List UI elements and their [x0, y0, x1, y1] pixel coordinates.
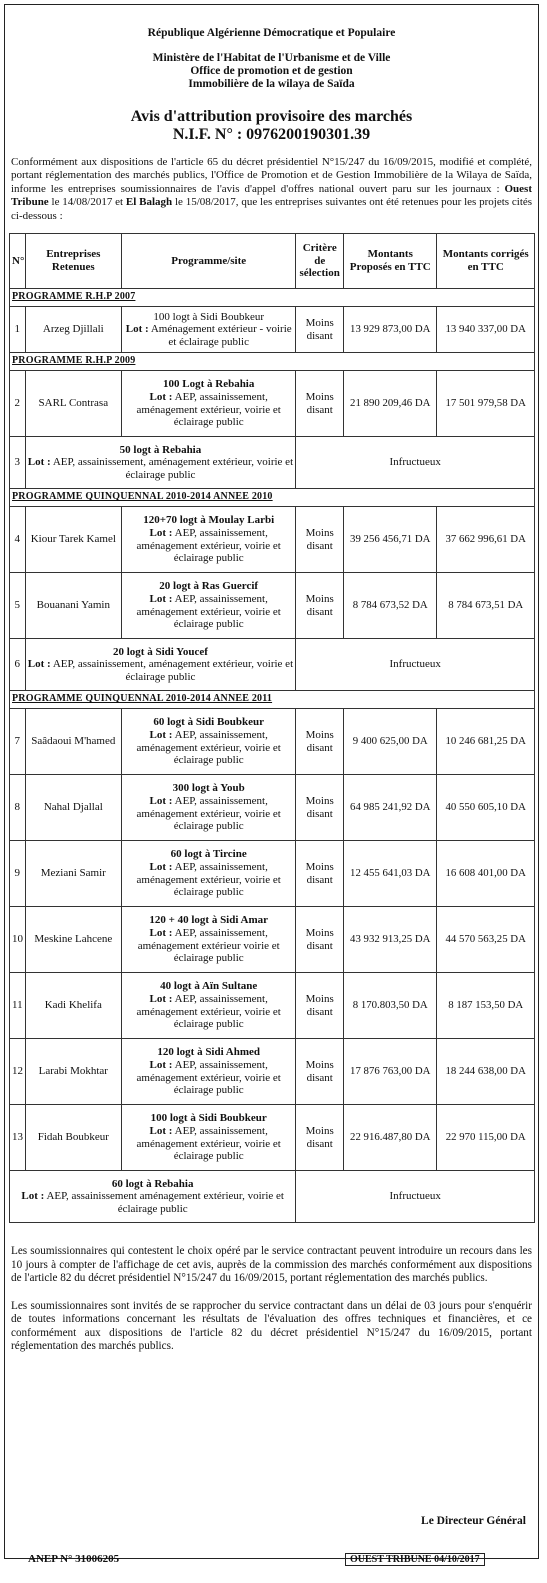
row-program	[25, 639, 296, 691]
row-proposed: 22 916.487,80 DA	[344, 1105, 437, 1171]
row-site: 50 logt à Rebahia	[119, 443, 202, 456]
info-paragraph: Les soumissionnaires sont invités de se rapprocher du service contractant dans un délai de 03 jours pour s'enquérir de toutes informations concernant les résultats de l'évaluation des offres techniques et financières, et ce conformément aux dispositions de l'article 82 du décret présidentiel N°15/247 du 16/09/2015, portant réglementation des marchés publics.	[11, 1299, 532, 1353]
section-row	[10, 289, 535, 307]
row-criteria: Moins disant	[296, 1039, 344, 1105]
row-corrected: 40 550 605,10 DA	[437, 775, 535, 841]
table-row	[10, 639, 535, 691]
row-lot: AEP, assainissement, aménagement extérieur, voirie et éclairage public	[136, 1124, 281, 1163]
col-num: N°	[10, 234, 26, 289]
row-status: Infructueux	[296, 1171, 535, 1223]
wilaya-heading: Immobilière de la wilaya de Saïda	[188, 78, 355, 90]
row-lot: AEP, assainissement, aménagement extérieur, voirie et éclairage public	[52, 456, 294, 481]
row-proposed: 39 256 456,71 DA	[344, 507, 437, 573]
row-criteria: Moins disant	[296, 841, 344, 907]
row-num: 11	[10, 973, 26, 1039]
nif-number: N.I.F. N° : 0976200190301.39	[172, 126, 371, 143]
col-company: Entreprises Retenues	[25, 234, 121, 289]
awards-table	[9, 233, 535, 1223]
table-row	[10, 775, 535, 841]
row-site: 20 logt à Sidi Youcef	[112, 645, 208, 658]
row-company: Bouanani Yamin	[25, 573, 121, 639]
row-company: Fidah Boubkeur	[25, 1105, 121, 1171]
row-site: 100 logt à Sidi Boubkeur	[153, 310, 264, 323]
section-row	[10, 353, 535, 371]
table-row	[10, 507, 535, 573]
table-row	[10, 973, 535, 1039]
row-company: SARL Contrasa	[25, 371, 121, 437]
row-program	[122, 709, 296, 775]
row-criteria: Moins disant	[296, 307, 344, 353]
row-site: 100 logt à Sidi Boubkeur	[150, 1112, 267, 1125]
intro-text-1: Conformément aux dispositions de l'article 65 du décret présidentiel N°15/247 du 16/09/2015, modifié et complété, portant réglementation des marchés publics, l'Office de Promotion et de Gestion Immobilière de la Wilaya de Saïda, informe les entreprises soumissionnaires de l'avis d'appel d'offres national ouvert paru sur les journaux :	[11, 156, 532, 195]
lot-label: Lot :	[27, 658, 51, 671]
row-company: Nahal Djallal	[25, 775, 121, 841]
intro-text-2: le 14/08/2017 et	[51, 196, 124, 209]
journal-1: Ouest Tribune	[11, 182, 532, 209]
lot-label: Lot :	[149, 992, 173, 1005]
lot-label: Lot :	[149, 1058, 173, 1071]
row-num: 9	[10, 841, 26, 907]
row-num: 13	[10, 1105, 26, 1171]
col-proposed: Montants Proposés en TTC	[344, 234, 437, 289]
row-program	[122, 973, 296, 1039]
row-program	[122, 573, 296, 639]
row-proposed: 9 400 625,00 DA	[344, 709, 437, 775]
row-num: 1	[10, 307, 26, 353]
row-criteria: Moins disant	[296, 507, 344, 573]
notice-page	[4, 4, 539, 1559]
row-company: Kiour Tarek Kamel	[25, 507, 121, 573]
row-proposed: 43 932 913,25 DA	[344, 907, 437, 973]
row-num: 5	[10, 573, 26, 639]
lot-label: Lot :	[149, 794, 173, 807]
table-row	[10, 1039, 535, 1105]
row-num: 8	[10, 775, 26, 841]
row-corrected: 17 501 979,58 DA	[437, 371, 535, 437]
row-program	[25, 437, 296, 489]
footer	[0, 1548, 547, 1568]
col-criteria: Critère de sélection	[296, 234, 344, 289]
notice-title: Avis d'attribution provisoire des marchés	[130, 108, 413, 125]
row-lot: AEP, assainissement, aménagement extérieur, voirie et éclairage public	[136, 390, 281, 429]
row-lot: Aménagement extérieur - voirie et éclairage public	[150, 323, 292, 348]
row-corrected: 10 246 681,25 DA	[437, 709, 535, 775]
row-criteria: Moins disant	[296, 1105, 344, 1171]
row-program	[122, 307, 296, 353]
row-lot: AEP, assainissement, aménagement extérieur, voirie et éclairage public	[136, 992, 281, 1031]
row-program	[122, 1105, 296, 1171]
row-lot: AEP, assainissement aménagement extérieur, voirie et éclairage public	[46, 1190, 284, 1215]
row-lot: AEP, assainissement, aménagement extérieur, voirie et éclairage public	[136, 728, 281, 767]
lot-label: Lot :	[149, 860, 173, 873]
row-program	[122, 1039, 296, 1105]
table-header-row	[10, 234, 535, 289]
lot-label: Lot :	[149, 592, 173, 605]
lot-label: Lot :	[149, 728, 173, 741]
table-row	[10, 1105, 535, 1171]
row-program	[122, 775, 296, 841]
row-corrected: 44 570 563,25 DA	[437, 907, 535, 973]
row-status: Infructueux	[296, 437, 535, 489]
lot-label: Lot :	[149, 526, 173, 539]
intro-text-3: le 15/08/2017, que les entreprises suivantes ont été retenues pour les projets cités ci-dessous :	[11, 196, 533, 222]
table-row	[10, 371, 535, 437]
row-lot: AEP, assainissement, aménagement extérieur, voirie et éclairage public	[136, 592, 281, 631]
row-proposed: 17 876 763,00 DA	[344, 1039, 437, 1105]
ministry-heading: Ministère de l'Habitat de l'Urbanisme et de Ville	[152, 52, 391, 64]
row-corrected: 8 784 673,51 DA	[437, 573, 535, 639]
section-title: PROGRAMME R.H.P 2009	[10, 353, 535, 371]
office-heading: Office de promotion et de gestion	[190, 65, 353, 77]
table-row	[10, 907, 535, 973]
row-criteria: Moins disant	[296, 573, 344, 639]
row-site: 100 Logt à Rebahia	[163, 378, 255, 391]
row-criteria: Moins disant	[296, 973, 344, 1039]
row-lot: AEP, assainissement, aménagement extérieur, voirie et éclairage public	[136, 860, 281, 899]
row-corrected: 18 244 638,00 DA	[437, 1039, 535, 1105]
row-num: 4	[10, 507, 26, 573]
lot-label: Lot :	[149, 390, 173, 403]
row-proposed: 8 784 673,52 DA	[344, 573, 437, 639]
row-program	[122, 507, 296, 573]
row-company: Larabi Mokhtar	[25, 1039, 121, 1105]
row-num: 10	[10, 907, 26, 973]
lot-label: Lot :	[21, 1190, 45, 1203]
row-company: Meskine Lahcene	[25, 907, 121, 973]
table-row	[10, 437, 535, 489]
row-lot: AEP, assainissement, aménagement extérieur, voirie et éclairage public	[136, 794, 281, 833]
table-row	[10, 1171, 535, 1223]
row-site: 60 logt à Tircine	[170, 848, 247, 861]
row-proposed: 12 455 641,03 DA	[344, 841, 437, 907]
row-site: 120 + 40 logt à Sidi Amar	[149, 914, 269, 927]
row-company: Kadi Khelifa	[25, 973, 121, 1039]
row-proposed: 8 170.803,50 DA	[344, 973, 437, 1039]
row-site: 120 logt à Sidi Ahmed	[157, 1046, 261, 1059]
lot-label: Lot :	[149, 926, 173, 939]
section-title: PROGRAMME QUINQUENNAL 2010-2014 ANNEE 2010	[10, 489, 535, 507]
section-row	[10, 691, 535, 709]
row-site: 60 logt à Sidi Boubkeur	[153, 716, 265, 729]
republic-heading: République Algérienne Démocratique et Populaire	[147, 27, 396, 39]
table-row	[10, 841, 535, 907]
row-company: Arzeg Djillali	[25, 307, 121, 353]
row-program	[10, 1171, 296, 1223]
row-program	[122, 371, 296, 437]
row-site: 120+70 logt à Moulay Larbi	[143, 514, 275, 527]
row-corrected: 13 940 337,00 DA	[437, 307, 535, 353]
row-company: Meziani Samir	[25, 841, 121, 907]
table-row	[10, 573, 535, 639]
row-criteria: Moins disant	[296, 371, 344, 437]
lot-label: Lot :	[27, 456, 51, 469]
row-criteria: Moins disant	[296, 709, 344, 775]
anep-number: ANEP N° 31006205	[28, 1553, 120, 1565]
row-site: 40 logt à Aïn Sultane	[160, 980, 258, 993]
table-row	[10, 709, 535, 775]
row-lot: AEP, assainissement, aménagement extérieur, voirie et éclairage public	[52, 658, 294, 683]
journal-stamp: OUEST TRIBUNE 04/10/2017	[345, 1553, 485, 1566]
row-lot: AEP, assainissement, aménagement extérieur voirie et éclairage public	[137, 926, 280, 965]
section-title: PROGRAMME R.H.P 2007	[10, 289, 535, 307]
row-program	[122, 907, 296, 973]
row-corrected: 16 608 401,00 DA	[437, 841, 535, 907]
intro-paragraph	[11, 156, 532, 223]
section-row	[10, 489, 535, 507]
row-num: 2	[10, 371, 26, 437]
row-corrected: 8 187 153,50 DA	[437, 973, 535, 1039]
row-num: 6	[10, 639, 26, 691]
table-row	[10, 307, 535, 353]
journal-2: El Balagh	[125, 196, 173, 209]
row-num: 7	[10, 709, 26, 775]
row-program	[122, 841, 296, 907]
col-program: Programme/site	[122, 234, 296, 289]
signature: Le Directeur Général	[421, 1515, 526, 1527]
row-criteria: Moins disant	[296, 907, 344, 973]
row-num: 12	[10, 1039, 26, 1105]
appeal-paragraph: Les soumissionnaires qui contestent le choix opéré par le service contractant peuvent introduire un recours dans les 10 jours à compter de l'affichage de cet avis, auprès de la commission des marchés conformément aux dispositions de l'article 82 du décret présidentiel N°15/247 du 16/09/2015, portant réglementation des marchés publics.	[11, 1245, 532, 1285]
lot-label: Lot :	[149, 1124, 173, 1137]
row-status: Infructueux	[296, 639, 535, 691]
row-lot: AEP, assainissement, aménagement extérieur, voirie et éclairage public	[136, 526, 281, 565]
row-proposed: 21 890 209,46 DA	[344, 371, 437, 437]
section-title: PROGRAMME QUINQUENNAL 2010-2014 ANNEE 2011	[10, 691, 535, 709]
row-criteria: Moins disant	[296, 775, 344, 841]
row-proposed: 13 929 873,00 DA	[344, 307, 437, 353]
row-site: 20 logt à Ras Guercif	[159, 580, 259, 593]
row-num: 3	[10, 437, 26, 489]
row-corrected: 37 662 996,61 DA	[437, 507, 535, 573]
lot-label: Lot :	[125, 323, 149, 336]
row-site: 300 logt à Youb	[172, 782, 245, 795]
row-corrected: 22 970 115,00 DA	[437, 1105, 535, 1171]
row-company: Saâdaoui M'hamed	[25, 709, 121, 775]
row-lot: AEP, assainissement, aménagement extérieur, voirie et éclairage public	[136, 1058, 281, 1097]
col-corrected: Montants corrigés en TTC	[437, 234, 535, 289]
row-site: 60 logt à Rebahia	[111, 1177, 194, 1190]
row-proposed: 64 985 241,92 DA	[344, 775, 437, 841]
